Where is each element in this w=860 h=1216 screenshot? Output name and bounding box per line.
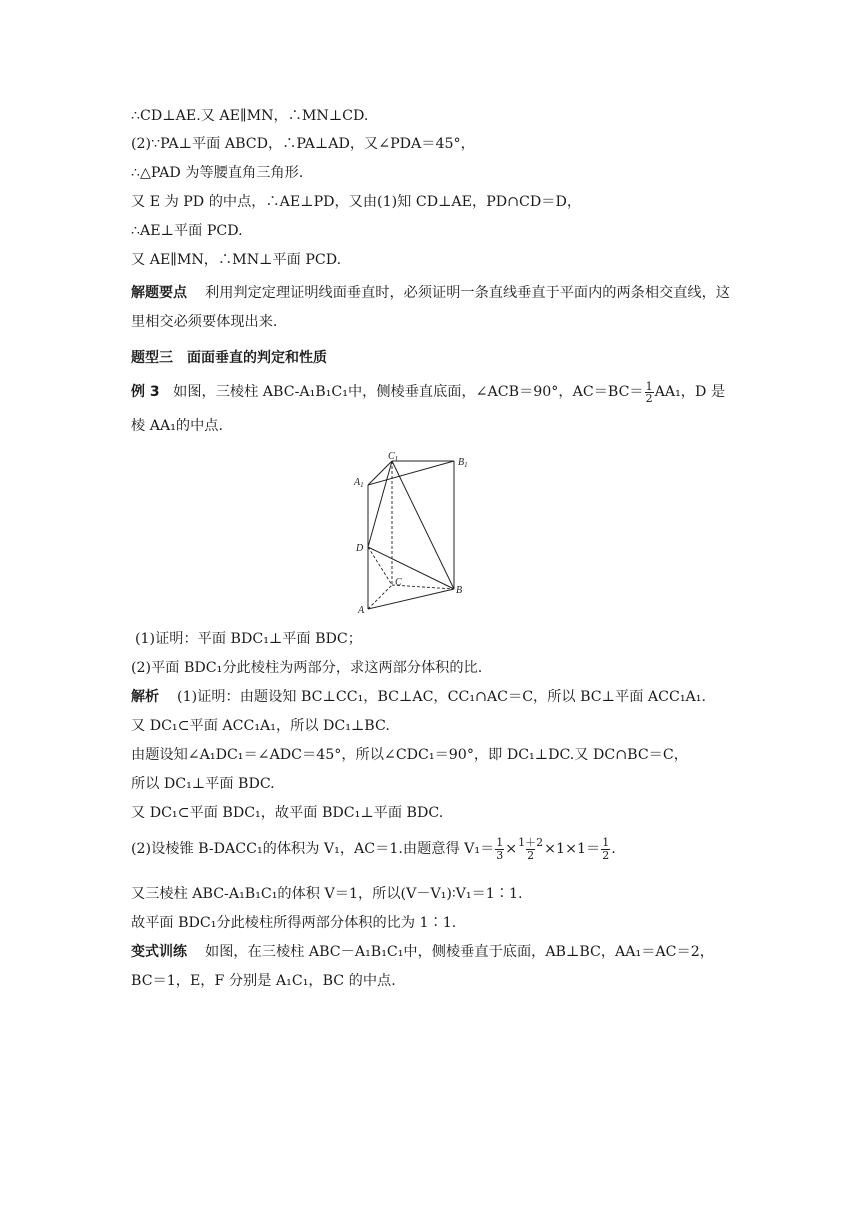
part2-text-before: (2)设棱锥 B-DACC₁的体积为 V₁，AC＝1.由题意得 V₁＝ bbox=[131, 841, 495, 857]
edge-d-c1 bbox=[368, 461, 392, 547]
proof-line-6: 又 AE∥MN，∴MN⊥平面 PCD. bbox=[131, 252, 342, 268]
question-2: (2)平面 BDC₁分此棱柱为两部分，求这两部分体积的比. bbox=[131, 660, 483, 676]
question-1: (1)证明：平面 BDC₁⊥平面 BDC； bbox=[135, 631, 362, 647]
edge-c1-b bbox=[392, 461, 454, 589]
fraction-denominator: 3 bbox=[496, 848, 504, 862]
fraction-one-half bbox=[601, 837, 610, 862]
solution-text-1: (1)证明：由题设知 BC⊥CC₁，BC⊥AC，CC₁∩AC＝C，所以 BC⊥平面 ACC₁A₁. bbox=[177, 689, 706, 705]
variation-line-1 bbox=[131, 942, 714, 962]
fraction-denominator: 2 bbox=[527, 848, 535, 862]
part2-end: . bbox=[611, 841, 616, 857]
fraction-numerator: 1 bbox=[496, 835, 504, 849]
proof-line-2: (2)∵PA⊥平面 ABCD，∴PA⊥AD，又∠PDA＝45°， bbox=[131, 136, 475, 152]
label-d: D bbox=[356, 543, 364, 554]
solution-line-5: 又 DC₁⊂平面 BDC₁，故平面 BDC₁⊥平面 BDC. bbox=[131, 805, 444, 821]
prism-figure bbox=[352, 449, 472, 617]
proof-line-3: ∴△PAD 为等腰直角三角形. bbox=[131, 165, 304, 181]
solution-line-3: 由题设知∠A₁DC₁＝∠ADC＝45°，所以∠CDC₁＝90°，即 DC₁⊥DC.又 DC∩BC＝C， bbox=[131, 747, 688, 763]
section-title: 题型三 面面垂直的判定和性质 bbox=[131, 350, 327, 366]
label-a: A bbox=[358, 605, 365, 616]
fraction-numerator: 1 bbox=[602, 835, 610, 849]
fraction-denominator: 2 bbox=[602, 848, 610, 862]
edge-a1-b1 bbox=[368, 461, 454, 485]
label-c: C bbox=[395, 577, 402, 588]
fraction-denominator: 2 bbox=[645, 391, 653, 405]
key-point-text: 利用判定定理证明线面垂直时，必须证明一条直线垂直于平面内的两条相交直线，这里相交必须要体现出来. bbox=[131, 285, 730, 330]
edge-a-b bbox=[368, 589, 454, 609]
example-text-before: 如图，三棱柱 ABC-A₁B₁C₁中，侧棱垂直底面，∠ACB＝90°，AC＝BC＝ bbox=[173, 384, 644, 400]
label-c1: $C_1$ bbox=[388, 451, 399, 463]
solution-after-2: 故平面 BDC₁分此棱柱所得两部分体积的比为 1∶1. bbox=[131, 915, 457, 931]
times-sign: × bbox=[505, 841, 518, 857]
solution-after-1: 又三棱柱 ABC-A₁B₁C₁的体积 V＝1，所以(V－V₁)∶V₁＝1∶1. bbox=[131, 886, 523, 902]
edge-d-b bbox=[368, 547, 454, 589]
variation-label: 变式训练 bbox=[131, 944, 187, 960]
proof-line-5: ∴AE⊥平面 PCD. bbox=[131, 223, 243, 239]
key-point-paragraph bbox=[131, 279, 731, 337]
example-line-2: 棱 AA₁的中点. bbox=[131, 418, 223, 434]
label-b1: $B_1$ bbox=[458, 457, 468, 469]
variation-text-1: 如图，在三棱柱 ABC－A₁B₁C₁中，侧棱垂直于底面，AB⊥BC，AA₁＝AC＝2， bbox=[205, 944, 714, 960]
fraction-numerator: 1 bbox=[645, 379, 653, 393]
solution-line-2: 又 DC₁⊂平面 ACC₁A₁，所以 DC₁⊥BC. bbox=[131, 718, 390, 734]
example-text-after: AA₁，D 是 bbox=[654, 384, 726, 400]
fraction-trapezoid bbox=[518, 837, 543, 862]
label-a1: $A_1$ bbox=[354, 477, 364, 489]
proof-line-1: ∴CD⊥AE.又 AE∥MN，∴MN⊥CD. bbox=[131, 108, 369, 124]
edge-a-c-hidden bbox=[368, 585, 392, 609]
solution-line-4: 所以 DC₁⊥平面 BDC. bbox=[131, 776, 275, 792]
part2-text-mid: ×1×1＝ bbox=[544, 841, 601, 857]
example-label: 例 3 bbox=[131, 384, 160, 400]
label-b: B bbox=[456, 585, 463, 596]
key-point-label: 解题要点 bbox=[131, 285, 187, 301]
fraction-numerator: 1＋2 bbox=[518, 835, 544, 849]
example-line-1 bbox=[131, 380, 725, 404]
solution-label: 解析 bbox=[131, 689, 159, 705]
proof-line-4: 又 E 为 PD 的中点，∴AE⊥PD，又由(1)知 CD⊥AE，PD∩CD＝D， bbox=[131, 194, 582, 210]
variation-line-2: BC＝1，E，F 分别是 A₁C₁，BC 的中点. bbox=[131, 973, 396, 989]
solution-part2-line bbox=[131, 836, 616, 862]
fraction-one-third bbox=[495, 837, 504, 862]
solution-line-1 bbox=[131, 687, 706, 707]
example-fraction bbox=[645, 381, 654, 404]
